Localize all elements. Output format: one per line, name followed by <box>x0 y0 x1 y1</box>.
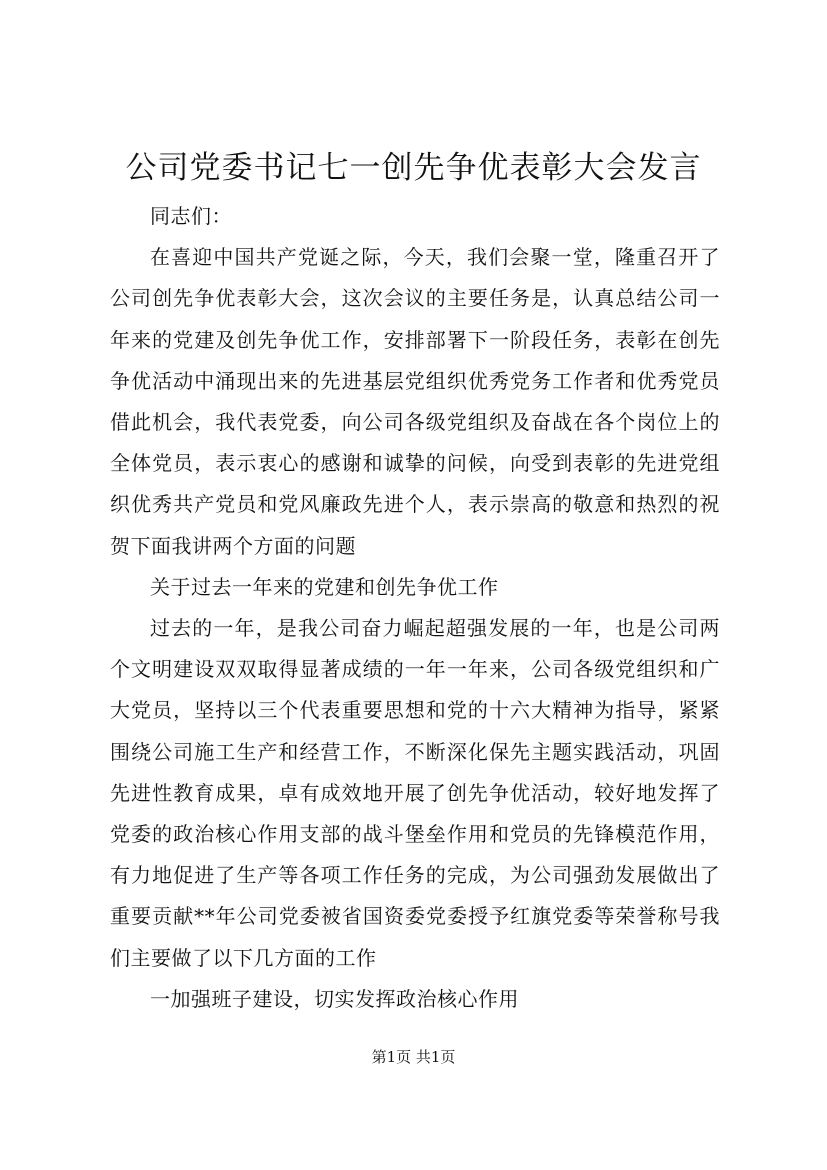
paragraph-greeting: 同志们： <box>150 204 232 228</box>
section-heading: 关于过去一年来的党建和创先争优工作 <box>150 574 499 599</box>
page-footer: 第1页 共1页 <box>371 1048 456 1066</box>
document-body <box>110 196 720 1020</box>
paragraph-opening: 在喜迎中国共产党诞之际，今天，我们会聚一堂，隆重召开了公司创先争优表彰大会，这次会议的主要任务是，认真总结公司一年来的党建及创先争优工作，安排部署下一阶段任务，表彰在创先争优活动中涌现出来的先进基层党组织优秀党务工作者和优秀党员借此机会，我代表党委，向公司各级党组织及奋战在各个岗位上的全体党员，表示衷心的感谢和诚挚的问候，向受到表彰的先进党组织优秀共产党员和党风廉政先进个人，表示崇高的敬意和热烈的祝贺下面我讲两个方面的问题 <box>110 245 720 558</box>
document-title: 公司党委书记七一创先争优表彰大会发言 <box>125 150 702 186</box>
paragraph-review: 过去的一年，是我公司奋力崛起超强发展的一年，也是公司两个文明建设双双取得显著成绩的一年一年来，公司各级党组织和广大党员，坚持以三个代表重要思想和党的十六大精神为指导，紧紧围绕公司施工生产和经营工作，不断深化保先主题实践活动，巩固先进性教育成果，卓有成效地开展了创先争优活动，较好地发挥了党委的政治核心作用支部的战斗堡垒作用和党员的先锋模范作用，有力地促进了生产等各项工作任务的完成，为公司强劲发展做出了重要贡献**年公司党委被省国资委党委授予红旗党委等荣誉称号我们主要做了以下几方面的工作 <box>110 616 720 970</box>
subsection-heading: 一加强班子建设，切实发挥政治核心作用 <box>150 986 519 1011</box>
